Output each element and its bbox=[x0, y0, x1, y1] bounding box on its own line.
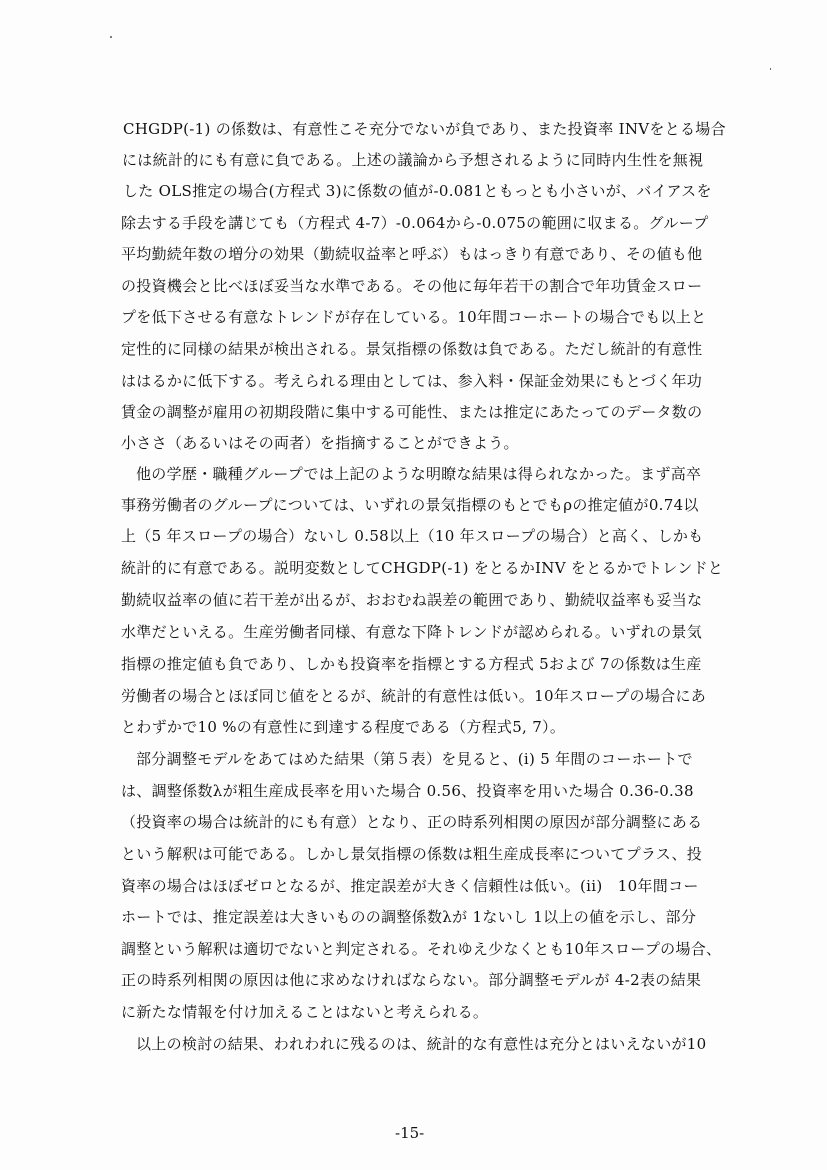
body-line: 指標の推定値も負であり、しかも投資率を指標とする方程式 5および 7の係数は生産 bbox=[121, 655, 702, 673]
body-line: 他の学歴・職種グループでは上記のような明瞭な結果は得られなかった。まず高卒 bbox=[136, 465, 702, 483]
body-line: 事務労働者のグループについては、いずれの景気指標のもとでもρの推定値が0.74以 bbox=[121, 496, 699, 514]
body-line: 以上の検討の結果、われわれに残るのは、統計的な有意性は充分とはいえないが10 bbox=[136, 1035, 707, 1053]
body-line: プを低下させる有意なトレンドが存在している。10年間コーホートの場合でも以上と bbox=[121, 308, 707, 326]
body-line: という解釈は可能である。しかし景気指標の係数は粗生産成長率についてプラス、投 bbox=[121, 845, 703, 863]
body-line: 上（5 年スロープの場合）ないし 0.58以上（10 年スロープの場合）と高く、しかも bbox=[121, 527, 704, 545]
body-line: 資率の場合はほぼゼロとなるが、推定誤差が大きく信頼性は低い。(ii) 10年間コー bbox=[121, 877, 699, 895]
body-line: ホートでは、推定誤差は大きいものの調整係数λが 1ないし 1以上の値を示し、部分 bbox=[121, 908, 697, 926]
body-line: 小ささ（あるいはその両者）を指摘することができよう。 bbox=[121, 434, 519, 452]
body-line: 労働者の場合とほぼ同じ値をとるが、統計的有意性は低い。10年スロープの場合にあ bbox=[121, 687, 707, 705]
body-line: 統計的に有意である。説明変数としてCHGDP(-1) をとるかINV をとるかでトレンドと bbox=[121, 559, 724, 577]
body-line: 調整という解釈は適切でないと判定される。それゆえ少なくとも10年スロープの場合、 bbox=[121, 940, 722, 958]
scan-speck bbox=[110, 36, 112, 38]
body-line: の投資機会と比べほぼ妥当な水準である。その他に毎年若干の割合で年功賃金スロー bbox=[121, 277, 703, 295]
body-line: （投資率の場合は統計的にも有意）となり、正の時系列相関の原因が部分調整にある bbox=[121, 813, 703, 831]
body-line: 賃金の調整が雇用の初期段階に集中する可能性、または推定にあたってのデータ数の bbox=[121, 403, 703, 421]
body-line: 勤続収益率の値に若干差が出るが、おおむね誤差の範囲であり、勤続収益率も妥当な bbox=[121, 591, 703, 609]
body-line: 定性的に同様の結果が検出される。景気指標の係数は負である。ただし統計的有意性 bbox=[121, 340, 703, 358]
body-line: には統計的にも有意に負である。上述の議論から予想されるように同時内生性を無視 bbox=[122, 151, 704, 169]
body-line: 平均勤続年数の増分の効果（勤続収益率と呼ぶ）もはっきり有意であり、その値も他 bbox=[121, 245, 703, 263]
body-line: 水準だといえる。生産労働者同様、有意な下降トレンドが認められる。いずれの景気 bbox=[121, 623, 703, 641]
page-number: -15- bbox=[395, 1124, 425, 1142]
body-line: ははるかに低下する。考えられる理由としては、参入料・保証金効果にもとづく年功 bbox=[121, 372, 703, 390]
body-line: 正の時系列相関の原因は他に求めなければならない。部分調整モデルが 4-2表の結果 bbox=[121, 971, 702, 989]
body-line: は、調整係数λが粗生産成長率を用いた場合 0.56、投資率を用いた場合 0.36-0.38 bbox=[121, 782, 694, 800]
scan-speck bbox=[770, 68, 771, 70]
body-line: 部分調整モデルをあてはめた結果（第５表）を見ると、(i) 5 年間のコーホートで bbox=[136, 750, 693, 768]
body-line: に新たな情報を付け加えることはないと考えられる。 bbox=[121, 1003, 489, 1021]
body-line: とわずかで10 %の有意性に到達する程度である（方程式5, 7）。 bbox=[121, 718, 566, 736]
body-line: した OLS推定の場合(方程式 3)に係数の値が-0.081ともっとも小さいが、バイアスを bbox=[123, 182, 712, 200]
body-line: CHGDP(-1) の係数は、有意性こそ充分でないが負であり、また投資率 INVをとる場合 bbox=[123, 120, 726, 138]
body-line: 除去する手段を講じても（方程式 4-7）-0.064から-0.075の範囲に収まる。グループ bbox=[121, 214, 709, 232]
